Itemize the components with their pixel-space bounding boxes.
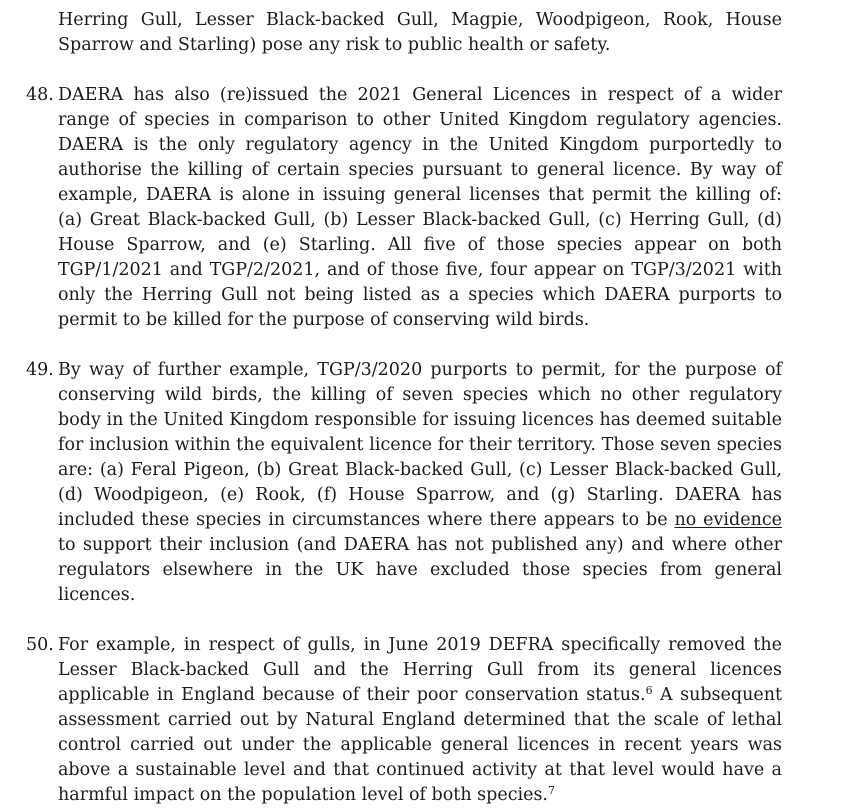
paragraph-text: to support their inclusion (and DAERA has not published any) and where other regulators elsewhere in the UK have excluded those species from general licences. xyxy=(58,535,782,605)
paragraph-number: 50. xyxy=(26,635,54,655)
footnote-ref-7: 7 xyxy=(548,784,555,797)
paragraph-text: By way of further example, TGP/3/2020 purports to permit, for the purpose of conserving wild birds, the killing of seven species which no other regulatory body in the United Kingdom responsible for issuing licences has deemed suitable for inclusion within the equivalent licence for their territory. Those seven species are: (a) Feral Pigeon, (b) Great Black-backed Gull, (c) Lesser Black-backed Gull, (d) Woodpigeon, (e) Rook, (f) House Sparrow, and (g) Starling. DAERA has included these species in circumstances where there appears to be xyxy=(58,360,782,530)
paragraph-number: 48. xyxy=(26,85,54,105)
paragraph-50 xyxy=(26,633,783,808)
paragraph-continuation xyxy=(58,8,782,58)
underlined-phrase: no evidence xyxy=(674,510,782,530)
paragraph-48 xyxy=(26,83,782,333)
paragraph-text: For example, in respect of gulls, in June 2019 DEFRA specifically removed the Lesser Black-backed Gull and the Herring Gull from its general licences applicable in England because of their poor conservation status. xyxy=(58,635,782,705)
footnote-ref-6: 6 xyxy=(645,684,653,697)
paragraph-text: DAERA has also (re)issued the 2021 General Licences in respect of a wider range of species in comparison to other United Kingdom regulatory agencies. DAERA is the only regulatory agency in the United Kingdom purportedly to authorise the killing of certain species pursuant to general licence. By way of example, DAERA is alone in issuing general licenses that permit the killing of: (a) Great Black-backed Gull, (b) Lesser Black-backed Gull, (c) Herring Gull, (d) House Sparrow, and (e) Starling. All five of those species appear on both TGP/1/2021 and TGP/2/2021, and of those five, four appear on TGP/3/2021 with only the Herring Gull not being listed as a species which DAERA purports to permit to be killed for the purpose of conserving wild birds. xyxy=(58,85,782,330)
paragraph-text: Herring Gull, Lesser Black-backed Gull, Magpie, Woodpigeon, Rook, House Sparrow and Starling) pose any risk to public health or safety. xyxy=(58,10,782,55)
paragraph-number: 49. xyxy=(26,360,54,380)
document-content xyxy=(26,8,783,808)
paragraph-49 xyxy=(26,358,782,608)
paragraph-text: A subsequent assessment carried out by Natural England determined that the scale of lethal control carried out under the applicable general licences in recent years was above a sustainable level and that continued activity at that level would have a harmful impact on the population level of both species. xyxy=(58,685,783,805)
